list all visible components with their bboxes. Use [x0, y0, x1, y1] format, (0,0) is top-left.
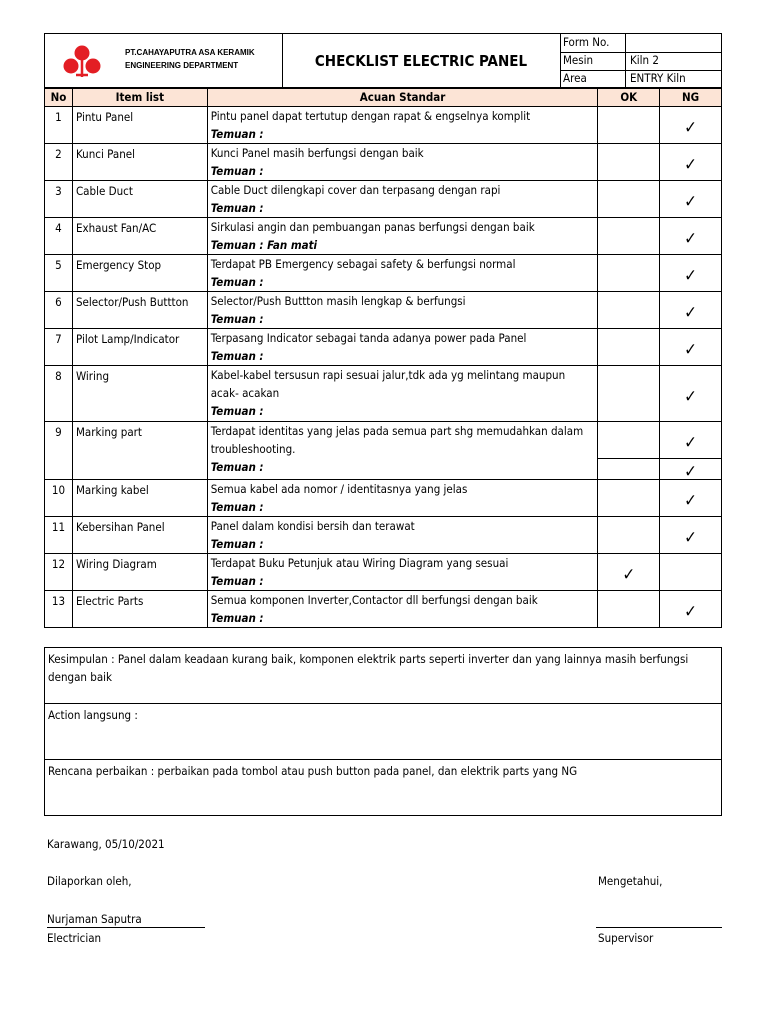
row-item: Marking part [72, 422, 207, 480]
temuan-text: Temuan : [210, 164, 264, 178]
table-row [45, 292, 722, 329]
company-line-1: PT.CAHAYAPUTRA ASA KERAMIK [125, 48, 255, 57]
ok-cell[interactable] [598, 422, 660, 459]
row-standard [207, 329, 598, 366]
table-row [45, 181, 722, 218]
temuan-text: Temuan : [210, 500, 264, 514]
row-no: 1 [45, 107, 73, 144]
temuan-text: Temuan : [210, 201, 264, 215]
ng-cell[interactable] [660, 107, 722, 144]
reporter-name: Nurjaman Saputra [47, 911, 205, 928]
table-row [45, 480, 722, 517]
row-standard [207, 517, 598, 554]
row-standard [207, 591, 598, 628]
ng-cell[interactable] [660, 366, 722, 422]
company-logo-icon [62, 44, 102, 79]
row-no: 5 [45, 255, 73, 292]
mesin-label: Mesin [560, 52, 626, 70]
company-line-2: ENGINEERING DEPARTMENT [125, 61, 239, 70]
temuan-text: Temuan : [210, 537, 264, 551]
ng-check-icon: ✓ [684, 192, 697, 212]
table-row [45, 255, 722, 292]
row-standard [207, 144, 598, 181]
rencana-text: Rencana perbaikan : perbaikan pada tombol atau push button pada panel, dan elektrik parts yang NG [48, 764, 578, 778]
temuan-text: Temuan : [210, 460, 264, 474]
row-standard [207, 218, 598, 255]
row-standard [207, 422, 598, 480]
ng-cell[interactable] [660, 292, 722, 329]
temuan-text: Temuan : [210, 275, 264, 289]
meta-row-form-no [560, 34, 721, 53]
ng-cell[interactable] [660, 218, 722, 255]
row-no: 12 [45, 554, 73, 591]
ng-check-icon: ✓ [684, 386, 697, 407]
table-row [45, 366, 722, 422]
ng-cell[interactable] [660, 329, 722, 366]
rencana-box[interactable] [44, 759, 722, 816]
ng-cell[interactable] [660, 181, 722, 218]
table-row [45, 218, 722, 255]
standard-text: Kabel-kabel tersusun rapi sesuai jalur,tdk ada yg melintang maupun acak- acakan [210, 368, 566, 400]
row-standard [207, 107, 598, 144]
standard-text: Panel dalam kondisi bersih dan terawat [210, 519, 415, 533]
form-header [44, 33, 722, 88]
ng-check-icon: ✓ [684, 528, 697, 548]
ng-cell[interactable] [660, 255, 722, 292]
row-item: Wiring Diagram [72, 554, 207, 591]
standard-text: Selector/Push Buttton masih lengkap & berfungsi [210, 294, 466, 308]
supervisor-signature-line [596, 911, 722, 928]
temuan-text: Temuan : [210, 312, 264, 326]
row-item: Emergency Stop [72, 255, 207, 292]
standard-text: Semua komponen Inverter,Contactor dll berfungsi dengan baik [210, 593, 538, 607]
row-standard [207, 181, 598, 218]
row-item: Kebersihan Panel [72, 517, 207, 554]
area-label: Area [560, 70, 626, 87]
standard-text: Terpasang Indicator sebagai tanda adanya power pada Panel [210, 331, 527, 345]
row-no: 13 [45, 591, 73, 628]
table-row [45, 144, 722, 181]
row-no: 11 [45, 517, 73, 554]
row-no: 3 [45, 181, 73, 218]
ok-cell[interactable] [598, 292, 660, 329]
company-name [125, 46, 255, 72]
ok-check-icon: ✓ [622, 565, 636, 585]
row-item: Wiring [72, 366, 207, 422]
ok-cell[interactable] [598, 218, 660, 255]
table-row [45, 517, 722, 554]
place-date: Karawang, 05/10/2021 [47, 837, 165, 851]
col-header-standard: Acuan Standar [207, 89, 598, 107]
temuan-text: Temuan : [210, 574, 264, 588]
table-row [45, 591, 722, 628]
ng-check-icon: ✓ [684, 340, 697, 360]
table-row [45, 329, 722, 366]
col-header-ok: OK [598, 89, 660, 107]
form-title: CHECKLIST ELECTRIC PANEL [282, 34, 561, 87]
standard-text: Terdapat identitas yang jelas pada semua part shg memudahkan dalam troubleshooting. [210, 424, 584, 456]
standard-text: Cable Duct dilengkapi cover dan terpasang dengan rapi [210, 183, 501, 197]
company-cell [45, 34, 283, 87]
temuan-text: Temuan : [210, 611, 264, 625]
ng-cell[interactable] [660, 144, 722, 181]
row-no: 6 [45, 292, 73, 329]
checklist-table [44, 88, 722, 628]
ng-cell[interactable] [660, 517, 722, 554]
ok-cell[interactable] [598, 554, 660, 591]
standard-text: Semua kabel ada nomor / identitasnya yang jelas [210, 482, 468, 496]
ok-cell[interactable] [598, 480, 660, 517]
row-standard [207, 480, 598, 517]
reported-by-label: Dilaporkan oleh, [47, 874, 132, 888]
row-item: Pilot Lamp/Indicator [72, 329, 207, 366]
ng-cell[interactable] [660, 554, 722, 591]
standard-text: Kunci Panel masih berfungsi dengan baik [210, 146, 424, 160]
ok-cell[interactable] [598, 181, 660, 218]
row-item: Kunci Panel [72, 144, 207, 181]
row-item: Marking kabel [72, 480, 207, 517]
standard-text: Terdapat Buku Petunjuk atau Wiring Diagram yang sesuai [210, 556, 509, 570]
ok-cell[interactable] [598, 329, 660, 366]
standard-text: Sirkulasi angin dan pembuangan panas berfungsi dengan baik [210, 220, 535, 234]
ng-check-icon: ✓ [684, 462, 697, 482]
ng-cell[interactable] [660, 591, 722, 628]
ok-cell[interactable] [598, 459, 660, 480]
ng-cell[interactable] [660, 480, 722, 517]
table-row [45, 422, 722, 459]
row-item: Cable Duct [72, 181, 207, 218]
ng-check-icon: ✓ [684, 491, 697, 511]
table-row [45, 554, 722, 591]
ok-cell[interactable] [598, 517, 660, 554]
supervisor-role: Supervisor [598, 931, 654, 945]
row-no: 7 [45, 329, 73, 366]
ng-check-icon: ✓ [684, 118, 697, 138]
row-standard [207, 366, 598, 422]
col-header-no: No [45, 89, 73, 107]
ng-cell[interactable] [660, 422, 722, 459]
row-item: Exhaust Fan/AC [72, 218, 207, 255]
col-header-ng: NG [660, 89, 722, 107]
ng-check-icon: ✓ [684, 266, 697, 286]
table-row [45, 107, 722, 144]
row-no: 4 [45, 218, 73, 255]
row-item: Pintu Panel [72, 107, 207, 144]
ok-cell[interactable] [598, 144, 660, 181]
standard-text: Terdapat PB Emergency sebagai safety & berfungsi normal [210, 257, 516, 271]
form-no-value [627, 34, 721, 52]
action-box[interactable] [44, 703, 722, 760]
meta-row-area [560, 70, 721, 87]
table-header-row [45, 89, 722, 107]
row-standard [207, 255, 598, 292]
row-no: 2 [45, 144, 73, 181]
row-standard [207, 292, 598, 329]
row-no: 9 [45, 422, 73, 480]
acknowledged-label: Mengetahui, [598, 874, 663, 888]
col-header-item: Item list [72, 89, 207, 107]
kesimpulan-text: Kesimpulan : Panel dalam keadaan kurang baik, komponen elektrik parts seperti inverter dan yang lainnya masih berfungsi dengan baik [48, 652, 689, 684]
temuan-text: Temuan : [210, 349, 264, 363]
standard-text: Pintu panel dapat tertutup dengan rapat & engselnya komplit [210, 109, 531, 123]
ng-cell[interactable] [660, 459, 722, 480]
ok-cell[interactable] [598, 107, 660, 144]
row-item: Electric Parts [72, 591, 207, 628]
row-item: Selector/Push Buttton [72, 292, 207, 329]
ng-check-icon: ✓ [684, 303, 697, 323]
meta-row-mesin [560, 52, 721, 71]
temuan-text: Temuan : Fan mati [210, 238, 318, 252]
temuan-text: Temuan : [210, 404, 264, 418]
action-text: Action langsung : [48, 708, 138, 722]
reporter-role: Electrician [47, 931, 102, 945]
form-no-label: Form No. [560, 34, 626, 52]
ok-cell[interactable] [598, 591, 660, 628]
row-standard [207, 554, 598, 591]
row-no: 8 [45, 366, 73, 422]
kesimpulan-box[interactable] [44, 647, 722, 704]
ok-cell[interactable] [598, 366, 660, 422]
row-no: 10 [45, 480, 73, 517]
area-value: ENTRY Kiln [630, 71, 686, 85]
ng-check-icon: ✓ [684, 433, 697, 453]
temuan-text: Temuan : [210, 127, 264, 141]
ng-check-icon: ✓ [684, 229, 697, 249]
ng-check-icon: ✓ [684, 155, 697, 175]
ok-cell[interactable] [598, 255, 660, 292]
ng-check-icon: ✓ [684, 602, 697, 622]
form-meta [560, 34, 721, 87]
mesin-value: Kiln 2 [630, 53, 659, 67]
